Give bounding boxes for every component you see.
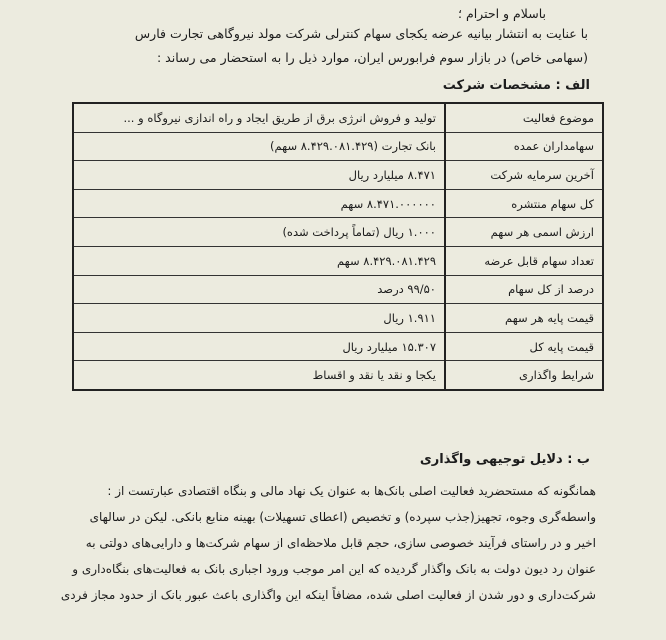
row-value: ۸.۴۲۹.۰۸۱.۴۲۹ سهم bbox=[73, 246, 445, 275]
row-label: شرایط واگذاری bbox=[445, 361, 603, 390]
row-value: ۱.۹۱۱ ریال bbox=[73, 304, 445, 333]
row-label: سهامداران عمده bbox=[445, 132, 603, 161]
company-info-table bbox=[72, 102, 604, 391]
intro-line-1: با عنایت به انتشار بیانیه عرضه یکجای سهام کنترلی شرکت مولد نیروگاهی تجارت فارس bbox=[134, 26, 588, 41]
intro-line-2: (سهامی خاص) در بازار سوم فرابورس ایران، موارد ذیل را به استحضار می رساند : bbox=[157, 50, 588, 65]
paragraph-line: شرکت‌داری و دور شدن از فعالیت اصلی شده، مضافاً اینکه این واگذاری باعث عبور بانک از حدود مجاز فردی bbox=[60, 588, 596, 602]
row-value: یکجا و نقد یا نقد و اقساط bbox=[73, 361, 445, 390]
table-row bbox=[73, 361, 603, 390]
table-row bbox=[73, 132, 603, 161]
justification-paragraph bbox=[56, 478, 596, 608]
row-value: ۱.۰۰۰ ریال (تماماً پرداخت شده) bbox=[73, 218, 445, 247]
paragraph-line: اخیر و در راستای فرآیند خصوصی سازی، حجم قابل ملاحظه‌ای از سهام شرکت‌ها و دارایی‌های دولتی به bbox=[85, 536, 596, 550]
table-row bbox=[73, 161, 603, 190]
row-label: آخرین سرمایه شرکت bbox=[445, 161, 603, 190]
row-label: درصد از کل سهام bbox=[445, 275, 603, 304]
row-value: ۸.۴۷۱ میلیارد ریال bbox=[73, 161, 445, 190]
row-label: قیمت پایه هر سهم bbox=[445, 304, 603, 333]
row-label: قیمت پایه کل bbox=[445, 332, 603, 361]
paragraph-line: عنوان رد دیون دولت به بانک واگذار گردیده که این امر موجب ورود اجباری بانک به فعالیت‌های بنگاه‌داری و bbox=[72, 562, 596, 576]
table-row bbox=[73, 332, 603, 361]
section-a-title: الف : مشخصات شرکت bbox=[442, 78, 590, 93]
row-label: ارزش اسمی هر سهم bbox=[445, 218, 603, 247]
table-row bbox=[73, 218, 603, 247]
table-row bbox=[73, 103, 603, 132]
greeting: باسلام و احترام ؛ bbox=[458, 6, 546, 21]
table-row bbox=[73, 275, 603, 304]
row-value: تولید و فروش انرژی برق از طریق ایجاد و راه اندازی نیروگاه و ... bbox=[73, 103, 445, 132]
row-label: تعداد سهام قابل عرضه bbox=[445, 246, 603, 275]
row-label: کل سهام منتشره bbox=[445, 189, 603, 218]
row-value: ۱۵.۳۰۷ میلیارد ریال bbox=[73, 332, 445, 361]
paragraph-line: همانگونه که مستحضرید فعالیت اصلی بانک‌ها به عنوان یک نهاد مالی و بنگاه اقتصادی عبارتست از : bbox=[107, 484, 596, 498]
row-value: بانک تجارت (۸.۴۲۹.۰۸۱.۴۲۹ سهم) bbox=[73, 132, 445, 161]
section-b-title: ب : دلایل توجیهی واگذاری bbox=[419, 452, 590, 467]
table-row bbox=[73, 246, 603, 275]
paragraph-line: واسطه‌گری وجوه، تجهیز(جذب سپرده) و تخصیص (اعطای تسهیلات) بهینه منابع بانکی. لیکن در سالهای bbox=[89, 510, 596, 524]
table-row bbox=[73, 189, 603, 218]
row-value: ۹۹/۵۰ درصد bbox=[73, 275, 445, 304]
row-label: موضوع فعالیت bbox=[445, 103, 603, 132]
row-value: ۸.۴۷۱.۰۰۰۰۰۰ سهم bbox=[73, 189, 445, 218]
table-row bbox=[73, 304, 603, 333]
